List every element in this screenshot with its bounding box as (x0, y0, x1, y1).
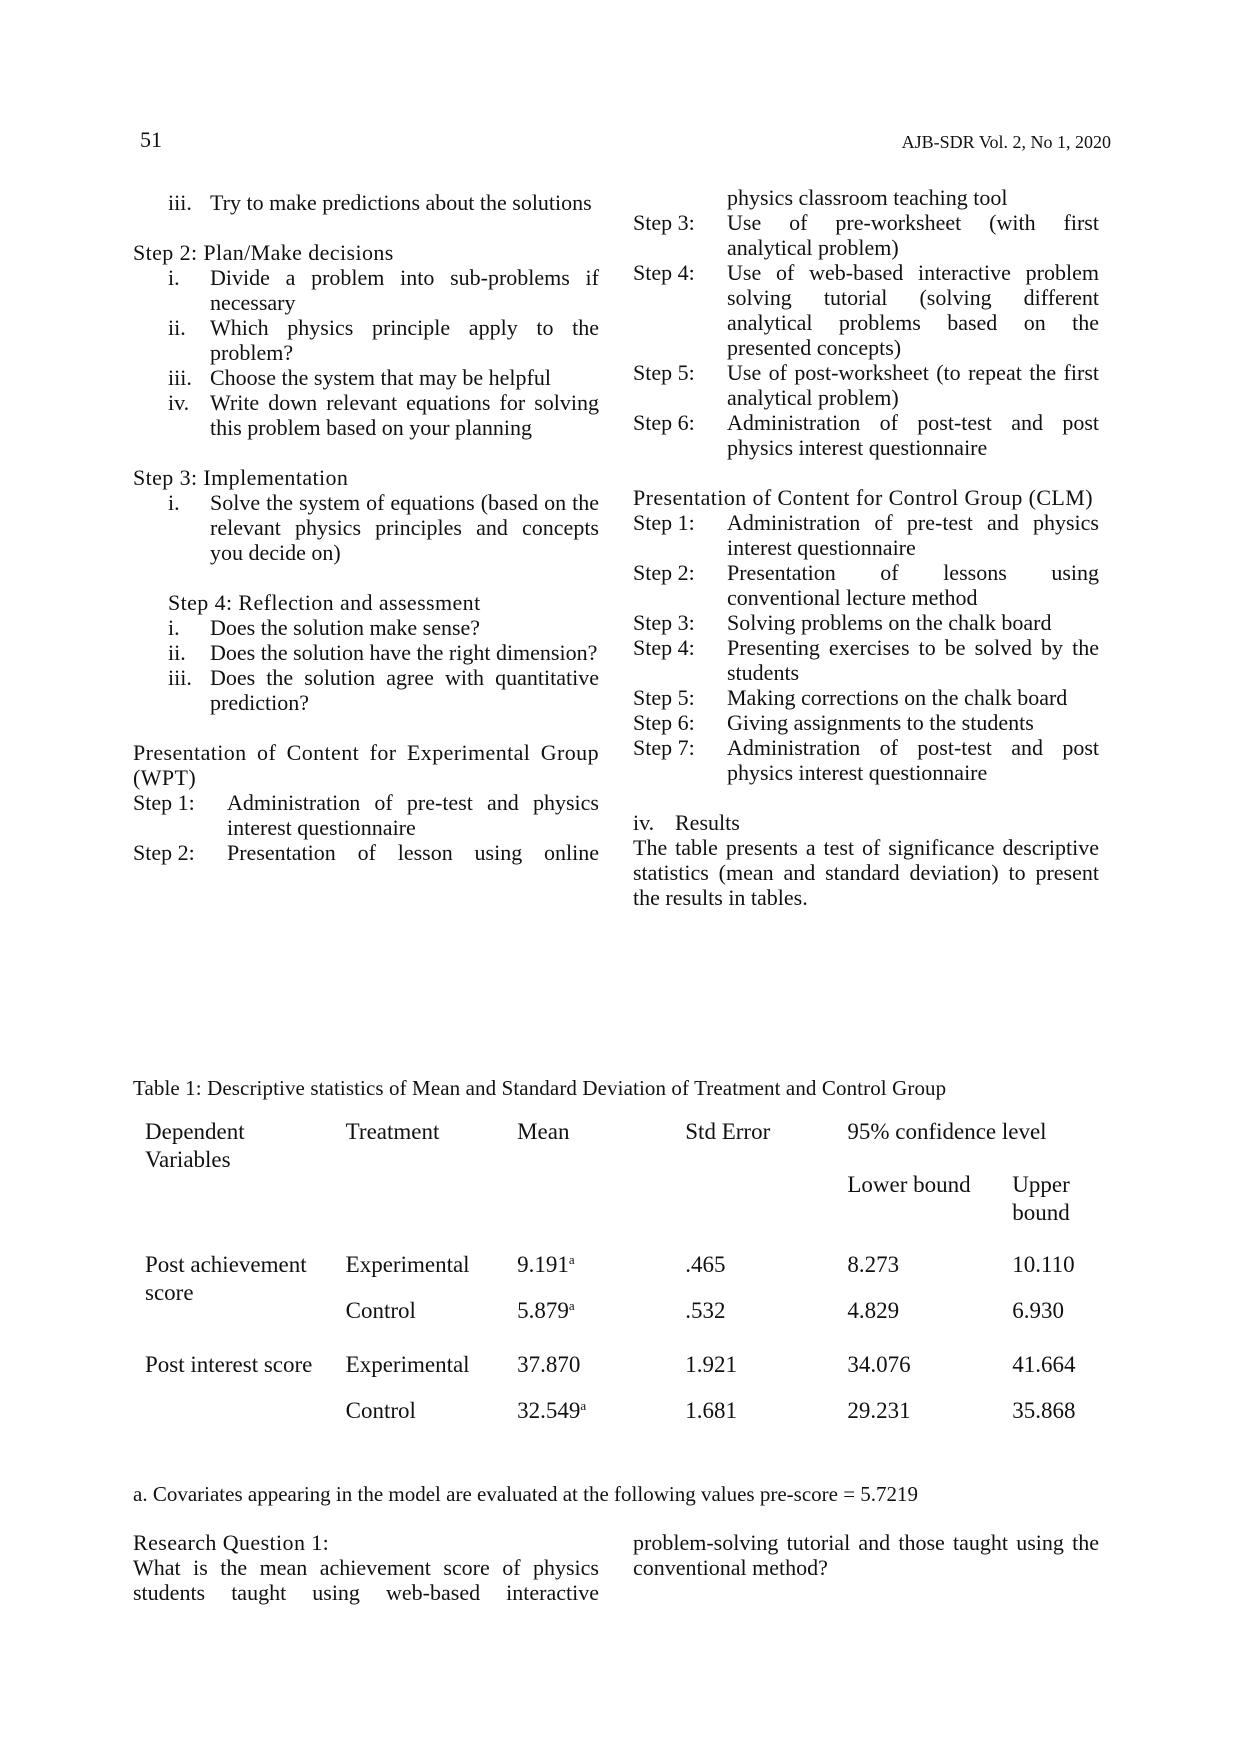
table-header-row (133, 1118, 1118, 1146)
step-item: Step 5: Making corrections on the chalk board (633, 685, 1068, 710)
step-item: Step 1: Administration of pre-test and physics interest questionnaire (633, 510, 1099, 560)
step-item: Step 2: Presentation of lesson using online (133, 840, 599, 865)
list-item: iii. Choose the system that may be helpful (168, 365, 551, 390)
step-item: Step 3: Solving problems on the chalk board (633, 610, 1052, 635)
list-item: i. Solve the system of equations (based on the relevant physics principles and concepts you decide on) (168, 490, 599, 565)
step-item: Step 4: Presenting exercises to be solved by the students (633, 635, 1099, 685)
step-item: Step 4: Use of web-based interactive problem solving tutorial (solving different analytical problems based on the presented concepts) (633, 260, 1099, 360)
list-item: ii. Which physics principle apply to the problem? (168, 315, 599, 365)
control-heading: Presentation of Content for Control Group (CLM) (633, 485, 1093, 510)
variable-cell: Post interest score (145, 1352, 313, 1377)
right-column (633, 185, 1099, 910)
step2-title: Step 2: Plan/Make decisions (133, 240, 394, 265)
list-item: iv. Write down relevant equations for solving this problem based on your planning (168, 390, 599, 440)
header-upper: Upper bound (1012, 1172, 1070, 1225)
table-row: Control 32.549$^a$ 1.681 29.231 35.868 (345, 1398, 1076, 1423)
table-footnote: a. Covariates appearing in the model are evaluated at the following values pre-score = 5.7219 (133, 1482, 919, 1506)
step-item: Step 7: Administration of post-test and post physics interest questionnaire (633, 735, 1099, 785)
header-treatment: Treatment (345, 1119, 440, 1144)
research-question-continuation: problem-solving tutorial and those taught using the conventional method? (633, 1530, 1099, 1580)
step3-title: Step 3: Implementation (133, 465, 349, 490)
table-row: Post achievement score Experimental 9.191$^a$ .465 8.273 10.110 (133, 1251, 1118, 1279)
table-caption: Table 1: Descriptive statistics of Mean and Standard Deviation of Treatment and Control Group (133, 1076, 947, 1100)
left-column (133, 190, 599, 865)
list-item: i. Does the solution make sense? (168, 615, 481, 640)
results-paragraph: The table presents a test of significance descriptive statistics (mean and standard deviation) to present the results in tables. (633, 835, 1099, 910)
list-item: iii. Does the solution agree with quantitative prediction? (168, 665, 599, 715)
research-question-left (133, 1530, 599, 1605)
research-question-title: Research Question 1: (133, 1530, 330, 1555)
page-number: 51 (140, 127, 162, 152)
header-ci: 95% confidence level (847, 1119, 1047, 1144)
table-row: Post interest score Experimental 37.870 1.921 34.076 41.664 (133, 1351, 1118, 1379)
stats-table (133, 1118, 1118, 1425)
step-item: Step 6: Administration of post-test and post physics interest questionnaire (633, 410, 1099, 460)
step-item: Step 5: Use of post-worksheet (to repeat the first analytical problem) (633, 360, 1099, 410)
step-item: Step 1: Administration of pre-test and physics interest questionnaire (133, 790, 599, 840)
list-item: i. Divide a problem into sub-problems if necessary (168, 265, 599, 315)
step4-title: Step 4: Reflection and assessment (168, 590, 481, 615)
table-row: Control 5.879$^a$ .532 4.829 6.930 (345, 1298, 1065, 1323)
header-dependent: Dependent Variables (145, 1119, 245, 1172)
list-item: ii. Does the solution have the right dimension? (168, 640, 598, 665)
list-item: iii. Try to make predictions about the solutions (168, 190, 592, 215)
research-question-right (633, 1530, 1099, 1580)
header-std-error: Std Error (685, 1119, 771, 1144)
header-lower: Lower bound (847, 1172, 971, 1197)
continuation-text: physics classroom teaching tool (727, 185, 1008, 210)
results-heading: iv. Results (633, 810, 740, 835)
step-item: Step 3: Use of pre-worksheet (with first analytical problem) (633, 210, 1099, 260)
header-mean: Mean (517, 1119, 570, 1144)
experimental-heading: Presentation of Content for Experimental Group (WPT) (133, 740, 599, 790)
journal-header: AJB-SDR Vol. 2, No 1, 2020 (901, 132, 1111, 152)
step-item: Step 6: Giving assignments to the students (633, 710, 1034, 735)
variable-cell: Post achievement score (145, 1252, 307, 1305)
research-question-text: What is the mean achievement score of physics students taught using web-based interactive (133, 1555, 599, 1605)
step-item: Step 2: Presentation of lessons using conventional lecture method (633, 560, 1099, 610)
